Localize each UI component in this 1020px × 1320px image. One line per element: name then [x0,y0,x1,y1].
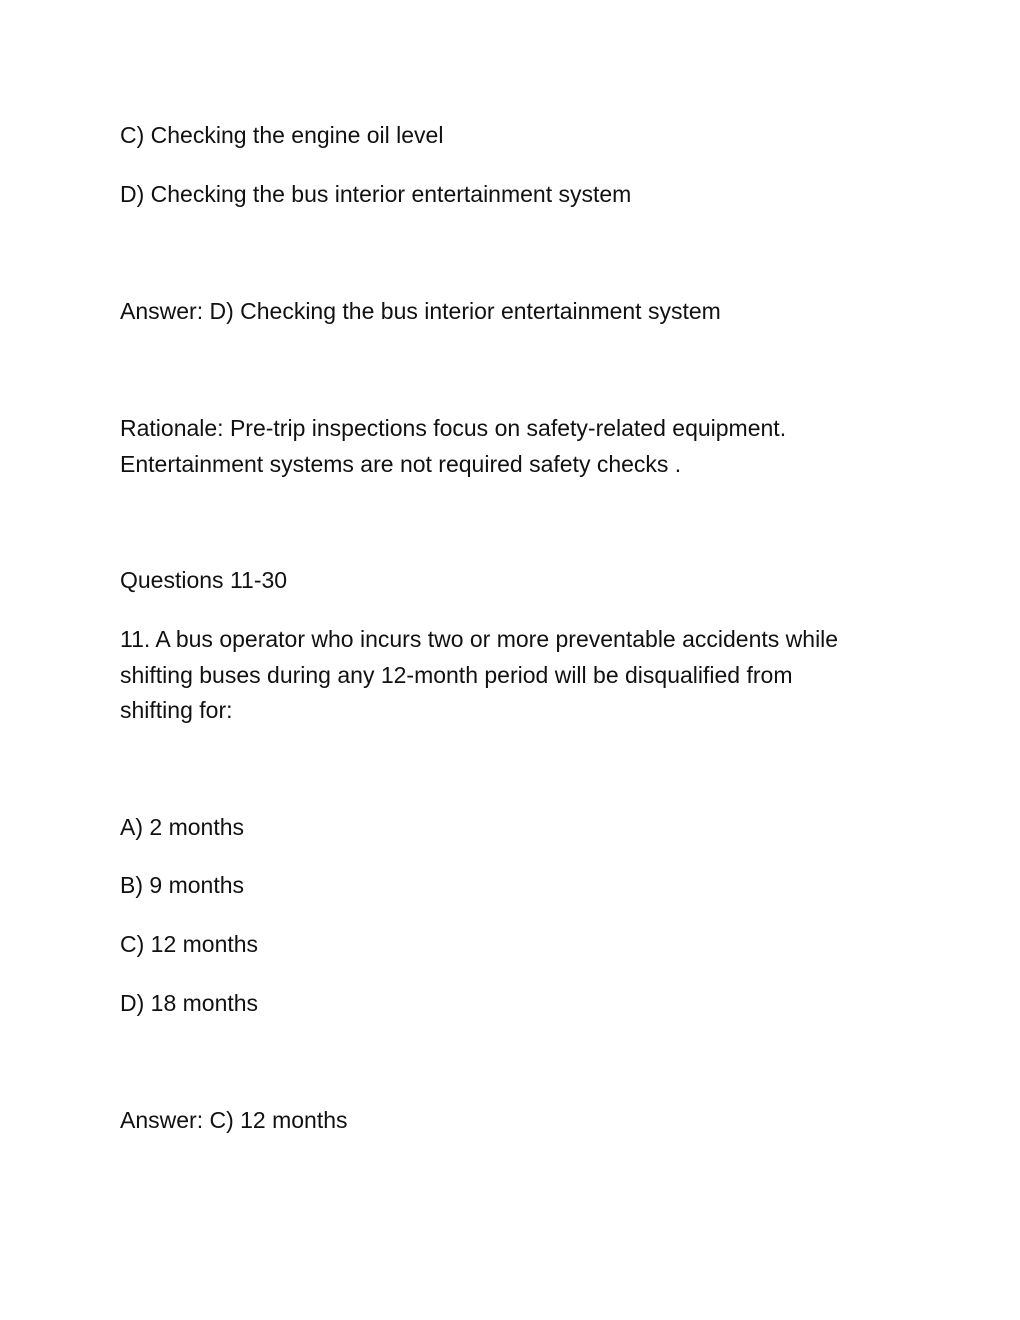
section-heading: Questions 11-30 [120,567,288,593]
previous-question-option-d: D) Checking the bus interior entertainment system [120,181,632,207]
rationale-line-2: Entertainment systems are not required safety checks . [120,450,682,477]
previous-question-option-c: C) Checking the engine oil level [120,122,444,148]
question-11-option-c: C) 12 months [120,931,259,957]
question-11-option-a: A) 2 months [120,814,244,840]
question-11-answer: Answer: C) 12 months [120,1107,348,1133]
question-11-line-1: 11. A bus operator who incurs two or more preventable accidents while [120,626,839,652]
previous-question-answer: Answer: D) Checking the bus interior entertainment system [120,298,721,324]
previous-question-rationale [120,411,910,482]
question-11-option-b: B) 9 months [120,872,244,898]
question-11-text [120,622,910,729]
question-11-line-2: shifting buses during any 12-month period will be disqualified from [120,661,793,688]
rationale-line-1: Rationale: Pre-trip inspections focus on safety-related equipment. [120,415,787,441]
question-11-line-3: shifting for: [120,697,233,723]
question-11-option-d: D) 18 months [120,990,259,1016]
